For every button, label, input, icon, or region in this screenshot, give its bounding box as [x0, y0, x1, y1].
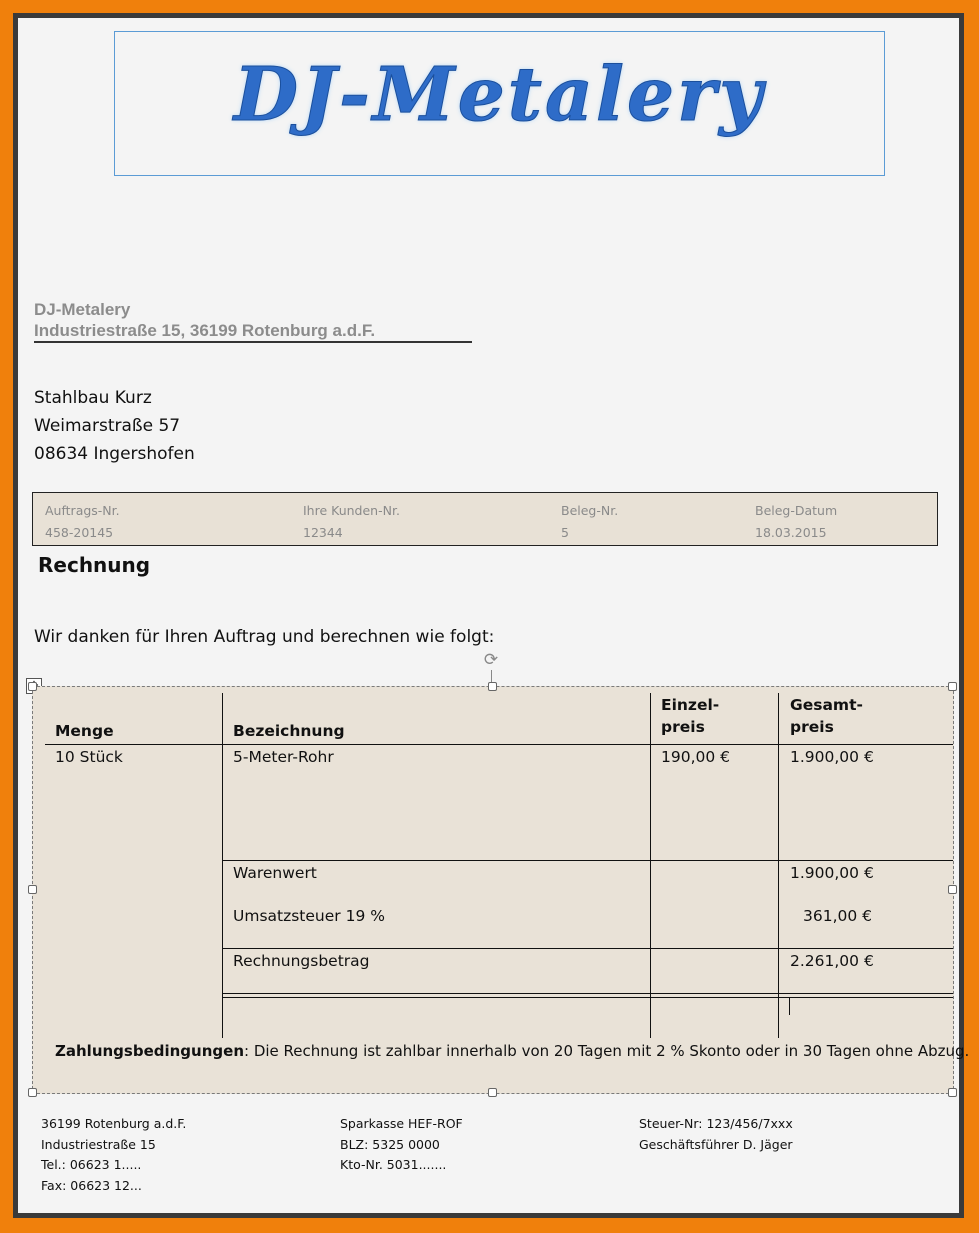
resize-handle-top[interactable]	[488, 682, 497, 691]
document-number	[561, 500, 618, 544]
customer-number	[303, 500, 400, 544]
order-value: 458-20145	[45, 525, 114, 540]
footer-fax: Fax: 06623 12...	[41, 1177, 142, 1193]
footer-street: Industriestraße 15	[41, 1136, 156, 1152]
sender-block	[34, 299, 375, 341]
intro-text: Wir danken für Ihren Auftrag und berechnen wie folgt:	[34, 627, 495, 647]
header-unit-price	[661, 694, 719, 738]
footer-bank-name: Sparkasse HEF-ROF	[340, 1116, 463, 1131]
sender-name: DJ-Metalery	[34, 300, 131, 319]
logo-box[interactable]	[114, 31, 885, 176]
header-rule	[45, 744, 953, 745]
tax-label: Umsatzsteuer 19 %	[233, 907, 385, 925]
header-total-line2: preis	[790, 718, 834, 736]
resize-handle-left[interactable]	[28, 885, 37, 894]
total-value: 2.261,00 €	[790, 952, 874, 970]
footer-account: Kto-Nr. 5031.......	[340, 1157, 447, 1172]
document-date	[755, 500, 837, 544]
column-divider-1	[222, 693, 223, 1038]
summary-rule	[222, 860, 953, 861]
footer-phone: Tel.: 06623 1.....	[41, 1157, 142, 1172]
recipient-block	[34, 384, 195, 468]
document-page	[18, 18, 970, 1213]
net-label: Warenwert	[233, 864, 317, 882]
recipient-city: 08634 Ingershofen	[34, 444, 195, 464]
customer-value: 12344	[303, 525, 343, 540]
resize-handle-bottom-left[interactable]	[28, 1088, 37, 1097]
double-rule-top	[222, 993, 953, 994]
document-title: Rechnung	[38, 553, 151, 577]
footer-address	[41, 1114, 186, 1196]
row-desc: 5-Meter-Rohr	[233, 748, 334, 766]
header-desc: Bezeichnung	[233, 722, 345, 740]
doc-label: Beleg-Nr.	[561, 503, 619, 518]
tax-value: 361,00 €	[803, 907, 873, 925]
date-label: Beleg-Datum	[755, 503, 838, 518]
footer-bank	[340, 1114, 463, 1176]
header-total-price	[790, 694, 863, 738]
resize-handle-bottom-right[interactable]	[948, 1088, 957, 1097]
info-box	[32, 492, 938, 546]
sender-address: Industriestraße 15, 36199 Rotenburg a.d.F.	[34, 321, 376, 340]
total-rule	[222, 948, 953, 949]
header-unit-line2: preis	[661, 718, 705, 736]
payment-terms-label: Zahlungsbedingungen	[55, 1042, 244, 1060]
footer-city: 36199 Rotenburg a.d.F.	[41, 1116, 187, 1131]
column-divider-3	[778, 693, 779, 1038]
footer-director: Geschäftsführer D. Jäger	[639, 1136, 793, 1152]
recipient-street: Weimarstraße 57	[34, 416, 181, 436]
header-qty: Menge	[55, 722, 114, 740]
resize-handle-top-left[interactable]	[28, 682, 37, 691]
text-cursor	[789, 997, 790, 1015]
payment-terms	[55, 1040, 969, 1062]
row-unit-price: 190,00 €	[661, 748, 731, 766]
total-label: Rechnungsbetrag	[233, 952, 370, 970]
resize-handle-top-right[interactable]	[948, 682, 957, 691]
logo-text: DJ-Metalery	[233, 52, 766, 138]
sender-underline	[34, 341, 472, 343]
customer-label: Ihre Kunden-Nr.	[303, 503, 400, 518]
date-value: 18.03.2015	[755, 525, 827, 540]
header-unit-line1: Einzel-	[661, 696, 720, 714]
footer-tax-number: Steuer-Nr: 123/456/7xxx	[639, 1116, 793, 1131]
footer-blz: BLZ: 5325 0000	[340, 1136, 440, 1152]
doc-value: 5	[561, 525, 569, 540]
rotate-handle-icon[interactable]: ⟳	[483, 650, 499, 670]
order-label: Auftrags-Nr.	[45, 503, 120, 518]
invoice-table[interactable]	[32, 686, 970, 1094]
double-rule-bottom	[222, 997, 953, 998]
payment-terms-text: : Die Rechnung ist zahlbar innerhalb von 20 Tagen mit 2 % Skonto oder in 30 Tagen ohne Abzug.	[244, 1042, 970, 1060]
order-number	[45, 500, 120, 544]
column-divider-2	[650, 693, 651, 1038]
resize-handle-bottom[interactable]	[488, 1088, 497, 1097]
header-total-line1: Gesamt-	[790, 696, 863, 714]
recipient-company: Stahlbau Kurz	[34, 388, 152, 408]
row-qty: 10 Stück	[55, 748, 123, 766]
net-value: 1.900,00 €	[790, 864, 874, 882]
row-total-price: 1.900,00 €	[790, 748, 874, 766]
footer-legal	[639, 1114, 793, 1155]
resize-handle-right[interactable]	[948, 885, 957, 894]
